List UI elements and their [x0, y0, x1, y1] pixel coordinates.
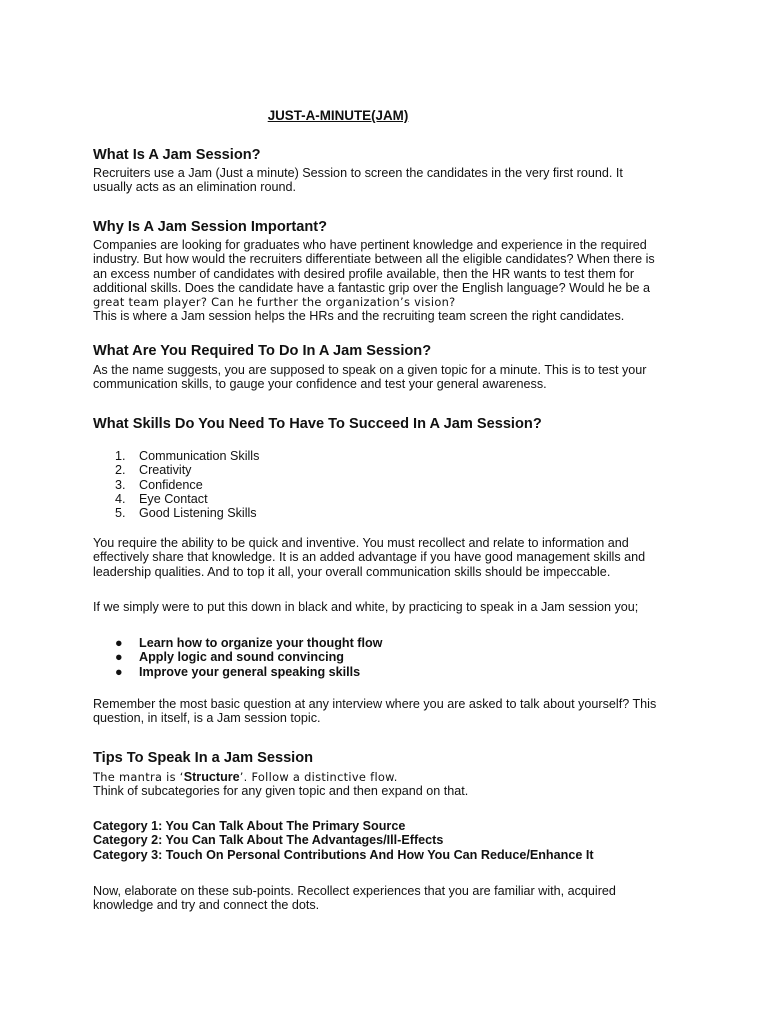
category-item: Category 2: You Can Talk About The Advantages/Ill-Effects	[93, 833, 444, 848]
bullet-icon: ●	[115, 636, 123, 650]
text-line: leadership qualities. And to top it all, your overall communication skills should be impeccable.	[93, 564, 611, 579]
text-line: industry. But how would the recruiters differentiate between all the eligible candidates? When there is	[93, 252, 655, 267]
text-line: You require the ability to be quick and inventive. You must recollect and relate to information and	[93, 536, 629, 550]
paragraph-what-is-jam	[93, 166, 683, 195]
list-item: 4. Eye Contact	[115, 491, 208, 506]
bullet-icon: ●	[115, 664, 123, 679]
category-item: Category 3: Touch On Personal Contributions And How You Can Reduce/Enhance It	[93, 847, 594, 862]
category-item: Category 1: You Can Talk About The Primary Source	[93, 819, 406, 833]
title-text: JUST-A-MINUTE(JAM)	[267, 108, 409, 123]
text-line: Remember the most basic question at any interview where you are asked to talk about yourself? This	[93, 697, 657, 711]
text-line: Companies are looking for graduates who have pertinent knowledge and experience in the required	[93, 238, 647, 252]
heading-required: What Are You Required To Do In A Jam Session?	[93, 343, 432, 359]
text-line: knowledge and try and connect the dots.	[93, 898, 320, 913]
list-item: 3. Confidence	[115, 477, 203, 492]
category-list	[93, 819, 594, 862]
heading-tips: Tips To Speak In a Jam Session	[93, 750, 314, 766]
mantra-line: The mantra is ‘Structure’. Follow a distinctive flow.	[93, 770, 398, 784]
text-line: communication skills, to gauge your confidence and test your general awareness.	[93, 377, 547, 392]
document-title	[0, 108, 676, 123]
list-item: 5. Good Listening Skills	[115, 506, 257, 521]
text-line: effectively share that knowledge. It is an added advantage if you have good management skills and	[93, 550, 646, 565]
skills-list	[115, 449, 259, 520]
text-line: an excess number of candidates with desired profile available, then the HR wants to test them for	[93, 266, 635, 281]
paragraph-why-important	[93, 238, 683, 324]
paragraph-black-and-white: If we simply were to put this down in black and white, by practicing to speak in a Jam session you;	[93, 600, 639, 614]
bullet-icon: ●	[115, 650, 123, 665]
list-item: ● Learn how to organize your thought flow	[115, 636, 383, 650]
list-item: 1. Communication Skills	[115, 449, 260, 463]
paragraph-closing	[93, 884, 683, 913]
text-line: This is where a Jam session helps the HRs and the recruiting team screen the right candidates.	[93, 309, 625, 324]
benefits-list	[115, 636, 382, 679]
heading-skills: What Skills Do You Need To Have To Succeed In A Jam Session?	[93, 416, 542, 432]
list-item: ● Apply logic and sound convincing	[115, 650, 345, 665]
paragraph-required	[93, 363, 683, 392]
text-line: additional skills. Does the candidate have a fantastic grip over the English language? Would he be a	[93, 280, 651, 295]
text-line: As the name suggests, you are supposed to speak on a given topic for a minute. This is to test your	[93, 363, 647, 377]
text-line: question, in itself, is a Jam session topic.	[93, 711, 321, 726]
text-line: Now, elaborate on these sub-points. Recollect experiences that you are familiar with, acquired	[93, 884, 616, 898]
list-item: 2. Creativity	[115, 463, 192, 478]
paragraph-tips	[93, 770, 683, 799]
text-line: great team player? Can he further the organization’s vision?	[93, 295, 456, 310]
heading-why-important: Why Is A Jam Session Important?	[93, 219, 328, 235]
text-line: Think of subcategories for any given topic and then expand on that.	[93, 784, 469, 799]
text-line: Recruiters use a Jam (Just a minute) Session to screen the candidates in the very first round. It	[93, 166, 623, 180]
paragraph-skills-ability	[93, 536, 683, 579]
heading-what-is-jam: What Is A Jam Session?	[93, 147, 261, 163]
paragraph-remember	[93, 697, 683, 726]
text-line: usually acts as an elimination round.	[93, 180, 297, 195]
list-item: ● Improve your general speaking skills	[115, 664, 361, 679]
